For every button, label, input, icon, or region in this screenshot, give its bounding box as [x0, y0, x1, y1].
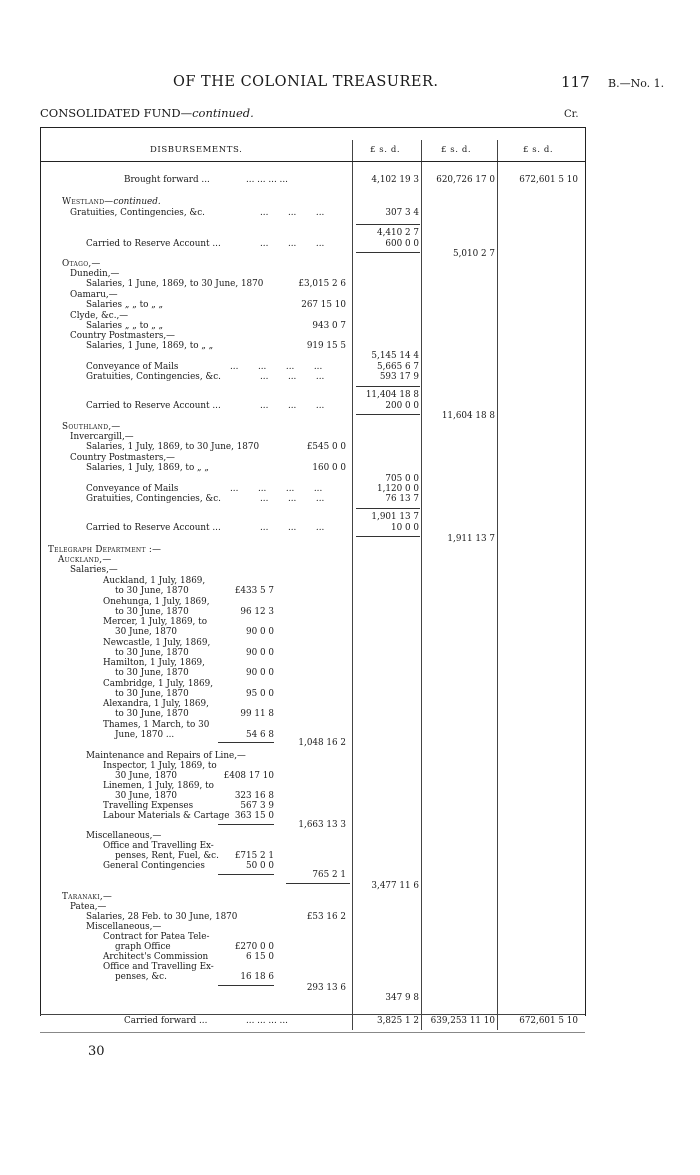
- tel-salary-value: 96 12 3: [240, 606, 274, 617]
- rule: [356, 536, 420, 537]
- auckland-heading: Auckland,—: [58, 555, 112, 565]
- linemen-line-a: Linemen, 1 July, 1869, to: [103, 781, 214, 791]
- southland-reserve: Carried to Reserve Account ...: [86, 523, 221, 533]
- contract-value: £270 0 0: [234, 942, 274, 952]
- tar-office-a: Office and Travelling Ex-: [103, 962, 214, 972]
- taranaki-heading: Taranaki,—: [62, 892, 113, 902]
- westland-grat-value: 307 3 4: [385, 208, 419, 218]
- dots: ... ... ... ...: [230, 484, 323, 494]
- carried-forward-label: Carried forward ...: [124, 1016, 208, 1026]
- westland-total: 5,010 2 7: [453, 249, 495, 259]
- bf-col1: 4,102 19 3: [371, 175, 419, 185]
- rule: [218, 874, 274, 875]
- dots: ... ... ... ...: [230, 362, 323, 372]
- clyde-salaries: Salaries „ „ to „ „: [86, 321, 164, 331]
- col-head-3: £ s. d.: [523, 145, 554, 155]
- inspector-line-b: 30 June, 1870: [115, 771, 178, 781]
- brought-forward-label: Brought forward ...: [124, 175, 210, 185]
- tel-salary-station: Auckland, 1 July, 1869,: [103, 576, 206, 586]
- bf-col2: 620,726 17 0: [436, 175, 495, 185]
- oamaru-salaries: Salaries „ „ to „ „: [86, 300, 164, 310]
- travel-value: 567 3 9: [240, 801, 274, 811]
- westland-grat: Gratuities, Contingencies, &c.: [70, 208, 205, 218]
- otago-heading: Otago,—: [62, 259, 101, 269]
- oamaru-heading: Oamaru,—: [70, 290, 118, 300]
- tel-salary-station: Cambridge, 1 July, 1869,: [103, 678, 214, 689]
- dots: ... ... ...: [260, 494, 325, 504]
- tel-salary-value: 90 0 0: [246, 627, 274, 637]
- col-head-label: DISBURSEMENTS.: [150, 145, 243, 155]
- dots: ... ... ...: [260, 208, 325, 218]
- westland-reserve: Carried to Reserve Account ...: [86, 239, 221, 249]
- otago-cp-value: 919 15 5: [306, 341, 346, 351]
- westland-label: Westland—: [62, 197, 114, 207]
- dots: ... ... ...: [260, 372, 325, 382]
- tel-misc-heading: Miscellaneous,—: [86, 831, 162, 841]
- tel-salary-value: 90 0 0: [246, 647, 274, 658]
- tel-salary-period: June, 1870 ...: [115, 729, 175, 740]
- tel-salary-period: to 30 June, 1870: [115, 647, 189, 658]
- otago-salaries-sum: 5,145 14 4: [371, 351, 419, 361]
- tar-office-b: penses, &c.: [115, 972, 167, 982]
- tel-misc-total: 765 2 1: [312, 870, 346, 880]
- southland-grat: Gratuities, Contingencies, &c.: [86, 494, 221, 504]
- rule: [356, 252, 420, 253]
- invercargill-value: £545 0 0: [306, 442, 346, 452]
- southland-grat-value: 76 13 7: [385, 494, 419, 504]
- southland-conv: Conveyance of Mails: [86, 484, 179, 494]
- southland-cp-heading: Country Postmasters,—: [70, 453, 175, 463]
- fund-name: CONSOLIDATED FUND—: [40, 106, 193, 120]
- labour-label: Labour Materials & Cartage: [103, 811, 230, 821]
- col-divider-1: [352, 140, 353, 1030]
- cf-col2: 639,253 11 10: [430, 1016, 495, 1026]
- tel-salaries-heading: Salaries,—: [70, 565, 118, 575]
- tel-office-value: £715 2 1: [234, 851, 274, 861]
- tel-salary-station: Mercer, 1 July, 1869, to: [103, 617, 207, 627]
- tel-salary-station: Newcastle, 1 July, 1869,: [103, 637, 211, 648]
- tar-office-value: 16 18 6: [240, 972, 274, 982]
- westland-subtotal: 4,410 2 7: [377, 228, 419, 238]
- rule: [356, 224, 420, 225]
- header-rule: [40, 161, 585, 162]
- taranaki-misc-heading: Miscellaneous,—: [86, 922, 162, 932]
- telegraph-total: 3,477 11 6: [371, 881, 419, 891]
- col-head-1: £ s. d.: [370, 145, 401, 155]
- patea-salaries: Salaries, 28 Feb. to 30 June, 1870: [86, 912, 238, 922]
- contract-a: Contract for Patea Tele-: [103, 932, 210, 942]
- footer-rule: [40, 1032, 585, 1033]
- invercargill-heading: Invercargill,—: [70, 432, 134, 442]
- tel-salaries-total: 1,048 16 2: [298, 738, 346, 748]
- linemen-value: 323 16 8: [234, 791, 274, 801]
- tel-salary-station: Hamilton, 1 July, 1869,: [103, 658, 205, 668]
- tel-salary-value: 54 6 8: [246, 729, 274, 740]
- southland-total: 1,911 13 7: [447, 534, 495, 544]
- clyde-heading: Clyde, &c.,—: [70, 311, 129, 321]
- dots: ... ... ...: [260, 239, 325, 249]
- southland-reserve-value: 10 0 0: [391, 523, 419, 533]
- southland-cp-value: 160 0 0: [312, 463, 346, 473]
- cf-col1: 3,825 1 2: [377, 1016, 419, 1026]
- contract-b: graph Office: [115, 942, 171, 952]
- bf-col3: 672,601 5 10: [519, 175, 578, 185]
- clyde-value: 943 0 7: [312, 321, 346, 331]
- dots: ... ... ...: [260, 401, 325, 411]
- bottom-rule: [40, 1014, 585, 1015]
- fund-continued: continued.: [192, 106, 254, 120]
- otago-subtotal: 11,404 18 8: [365, 390, 419, 400]
- credit-label: Cr.: [564, 109, 579, 120]
- inspector-value: £408 17 10: [223, 771, 274, 781]
- tel-salary-period: to 30 June, 1870: [115, 586, 189, 596]
- tel-salary-value: 99 11 8: [240, 709, 274, 719]
- maint-heading: Maintenance and Repairs of Line,—: [86, 751, 246, 761]
- rule: [356, 508, 420, 509]
- otago-reserve-value: 200 0 0: [385, 401, 419, 411]
- architect-label: Architect's Commission: [103, 952, 209, 962]
- southland-subtotal: 1,901 13 7: [371, 512, 419, 522]
- labour-value: 363 15 0: [234, 811, 274, 821]
- cf-col3: 672,601 5 10: [519, 1016, 578, 1026]
- rule: [218, 742, 274, 743]
- dunedin-heading: Dunedin,—: [70, 269, 120, 279]
- footer-page-number: 30: [88, 1044, 105, 1059]
- tel-salary-value: 95 0 0: [246, 688, 274, 699]
- otago-total: 11,604 18 8: [441, 411, 495, 421]
- tel-salary-period: to 30 June, 1870: [115, 668, 189, 678]
- tel-office-a: Office and Travelling Ex-: [103, 841, 214, 851]
- patea-heading: Patea,—: [70, 902, 107, 912]
- col-divider-3: [497, 140, 498, 1030]
- otago-conv-value: 5,665 6 7: [377, 362, 419, 372]
- westland-cont: continued.: [113, 197, 161, 207]
- gen-contingencies-value: 50 0 0: [246, 861, 274, 871]
- gen-contingencies: General Contingencies: [103, 861, 205, 871]
- tel-salary-period: 30 June, 1870: [115, 627, 178, 637]
- col-head-2: £ s. d.: [441, 145, 472, 155]
- linemen-line-b: 30 June, 1870: [115, 791, 178, 801]
- dunedin-salaries: Salaries, 1 June, 1869, to 30 June, 1870: [86, 279, 264, 289]
- southland-heading: Southland,—: [62, 422, 121, 432]
- tel-salary-period: to 30 June, 1870: [115, 688, 189, 699]
- otago-reserve: Carried to Reserve Account ...: [86, 401, 221, 411]
- otago-grat-value: 593 17 9: [379, 372, 419, 382]
- dunedin-value: £3,015 2 6: [298, 279, 346, 289]
- otago-conv: Conveyance of Mails: [86, 362, 179, 372]
- tel-salary-period: to 30 June, 1870: [115, 709, 189, 719]
- tel-salary-value: £433 5 7: [234, 586, 274, 596]
- tel-salary-station: Alexandra, 1 July, 1869,: [103, 699, 209, 709]
- southland-conv-value: 1,120 0 0: [377, 484, 419, 494]
- carried-forward-dots: ... ... ... ...: [246, 1016, 288, 1026]
- rule: [286, 883, 350, 884]
- tel-salary-station: Thames, 1 March, to 30: [103, 719, 210, 730]
- rule: [356, 386, 420, 387]
- architect-value: 6 15 0: [246, 952, 274, 962]
- southland-salaries-sum: 705 0 0: [385, 474, 419, 484]
- invercargill-salaries: Salaries, 1 July, 1869, to 30 June, 1870: [86, 442, 260, 452]
- tel-salary-value: 90 0 0: [246, 668, 274, 678]
- otago-grat: Gratuities, Contingencies, &c.: [86, 372, 221, 382]
- rule: [356, 414, 420, 415]
- westland-heading: [62, 197, 161, 208]
- taranaki-total: 347 9 8: [385, 993, 419, 1003]
- tel-office-b: penses, Rent, Fuel, &c.: [115, 851, 219, 861]
- rule: [218, 985, 274, 986]
- otago-cp-heading: Country Postmasters,—: [70, 331, 175, 341]
- otago-cp-salaries: Salaries, 1 June, 1869, to „ „: [86, 341, 214, 351]
- southland-cp-salaries: Salaries, 1 July, 1869, to „ „: [86, 463, 209, 473]
- westland-reserve-value: 600 0 0: [385, 239, 419, 249]
- dots: ... ... ...: [260, 523, 325, 533]
- taranaki-misc-total: 293 13 6: [306, 983, 346, 993]
- tel-salary-station: Onehunga, 1 July, 1869,: [103, 596, 210, 607]
- col-divider-2: [421, 140, 422, 1030]
- page-number: 117: [561, 73, 590, 91]
- travel-label: Travelling Expenses: [103, 801, 194, 811]
- inspector-line-a: Inspector, 1 July, 1869, to: [103, 761, 217, 771]
- document-ref: B.—No. 1.: [608, 77, 665, 90]
- patea-value: £53 16 2: [306, 912, 346, 922]
- telegraph-heading: Telegraph Department :—: [48, 545, 162, 555]
- oamaru-value: 267 15 10: [301, 300, 346, 310]
- brought-forward-dots: ... ... ... ...: [246, 175, 288, 185]
- fund-title: [40, 106, 254, 120]
- rule: [218, 824, 274, 825]
- tel-salary-period: to 30 June, 1870: [115, 606, 189, 617]
- page-title: OF THE COLONIAL TREASURER.: [173, 74, 439, 90]
- maint-total: 1,663 13 3: [298, 820, 346, 830]
